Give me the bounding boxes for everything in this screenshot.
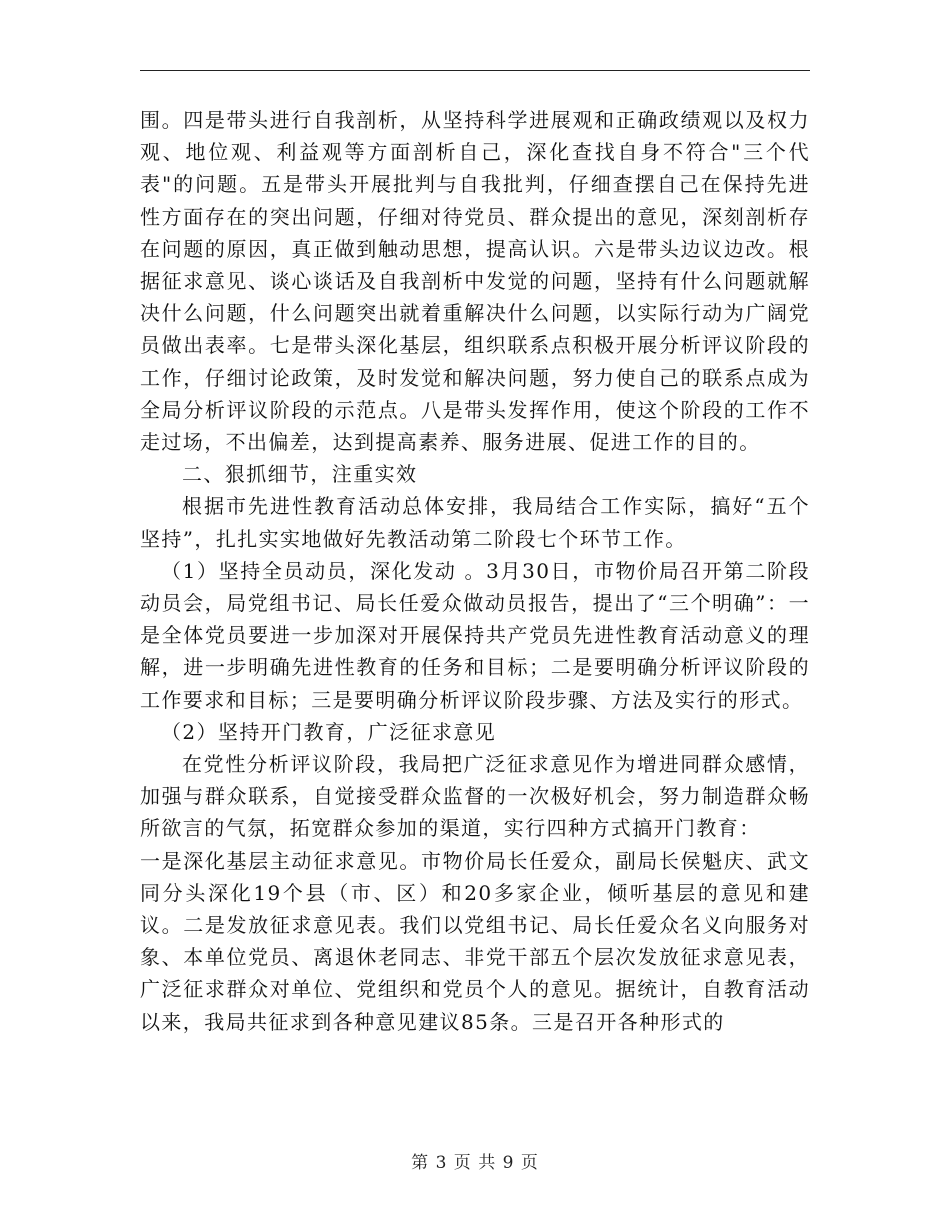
page-number-footer: 第 3 页 共 9 页	[411, 1153, 539, 1173]
paragraph-intro: 根据市先进性教育活动总体安排，我局结合工作实际，搞好“五个坚持”，扎扎实实地做好先教活动第二阶段七个环节工作。	[140, 494, 810, 551]
header-rule	[140, 70, 810, 71]
section-heading: 二、狠抓细节，注重实效	[182, 462, 418, 487]
document-body	[140, 104, 810, 1038]
subheading-item-2: （2）坚持开门教育，广泛征求意见	[161, 719, 497, 744]
paragraph-continuation: 围。四是带头进行自我剖析，从坚持科学进展观和正确政绩观以及权力观、地位观、利益观等方面剖析自己，深化查找自身不符合"三个代表"的问题。五是带头开展批判与自我批判，仔细查摆自己在保持先进性方面存在的突出问题，仔细对待党员、群众提出的意见，深刻剖析存在问题的原因，真正做到触动思想，提高认识。六是带头边议边改。根据征求意见、谈心谈话及自我剖析中发觉的问题，坚持有什么问题就解决什么问题，什么问题突出就着重解决什么问题，以实际行动为广阔党员做出表率。七是带头深化基层，组织联系点积极开展分析评议阶段的工作，仔细讨论政策，及时发觉和解决问题，努力使自己的联系点成为全局分析评议阶段的示范点。八是带头发挥作用，使这个阶段的工作不走过场，不出偏差，达到提高素养、服务进展、促进工作的目的。	[140, 108, 810, 455]
paragraph-item-2: 在党性分析评议阶段，我局把广泛征求意见作为增进同群众感情，加强与群众联系，自觉接受群众监督的一次极好机会，努力制造群众畅所欲言的气氛，拓宽群众参加的渠道，实行四种方式搞开门教育：	[140, 752, 810, 841]
paragraph-methods: 一是深化基层主动征求意见。市物价局长任爱众，副局长侯魁庆、武文同分头深化19个县（市、区）和20多家企业，倾听基层的意见和建议。二是发放征求意见表。我们以党组书记、局长任爱众名义向服务对象、本单位党员、离退休老同志、非党干部五个层次发放征求意见表，广泛征求群众对单位、党组织和党员个人的意见。据统计，自教育活动以来，我局共征求到各种意见建议85条。三是召开各种形式的	[140, 848, 810, 1034]
paragraph-item-1: （1）坚持全员动员，深化发动 。3月30日，市物价局召开第二阶段动员会，局党组书记、局长任爱众做动员报告，提出了“三个明确”：一是全体党员要进一步加深对开展保持共产党员先进性教育活动意义的理解，进一步明确先进性教育的任务和目标；二是要明确分析评议阶段的工作要求和目标；三是要明确分析评议阶段步骤、方法及实行的形式。	[140, 558, 810, 712]
